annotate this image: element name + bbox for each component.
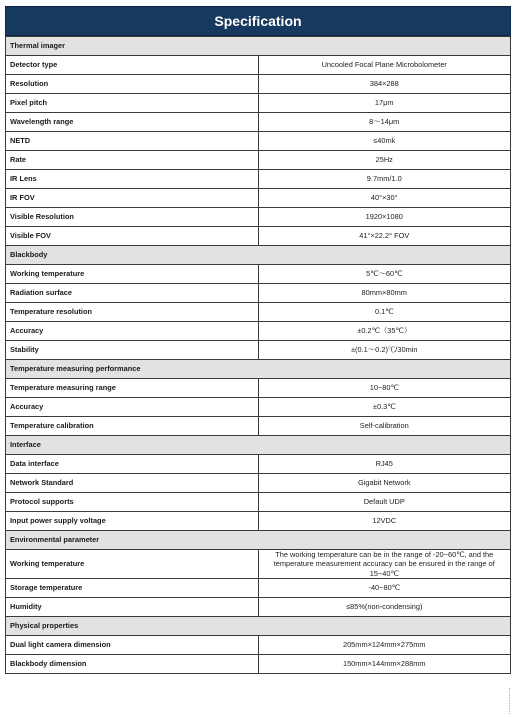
- spec-key: Rate: [6, 151, 259, 170]
- spec-row: [6, 417, 511, 436]
- spec-row: [6, 208, 511, 227]
- spec-key: Storage temperature: [6, 578, 259, 597]
- spec-row: [6, 303, 511, 322]
- spec-value: 25Hz: [258, 151, 511, 170]
- spec-row: [6, 597, 511, 616]
- spec-row: [6, 170, 511, 189]
- spec-row: [6, 635, 511, 654]
- spec-row: [6, 227, 511, 246]
- spec-value: ≤85%(non-condensing): [258, 597, 511, 616]
- spec-value: Gigabit Network: [258, 474, 511, 493]
- spec-value: ≤40mk: [258, 132, 511, 151]
- spec-row: [6, 94, 511, 113]
- spec-key: Data interface: [6, 455, 259, 474]
- spec-key: Dual light camera dimension: [6, 635, 259, 654]
- spec-key: Visible Resolution: [6, 208, 259, 227]
- spec-key: IR Lens: [6, 170, 259, 189]
- spec-value: 8～14μm: [258, 113, 511, 132]
- spec-value: 150mm×144mm×288mm: [258, 654, 511, 673]
- spec-value: 0.1℃: [258, 303, 511, 322]
- spec-key: Detector type: [6, 56, 259, 75]
- spec-row: [6, 265, 511, 284]
- spec-row: [6, 189, 511, 208]
- spec-table-body: [6, 37, 511, 674]
- spec-key: Accuracy: [6, 398, 259, 417]
- spec-key: Humidity: [6, 597, 259, 616]
- spec-value: 40°×30°: [258, 189, 511, 208]
- spec-value: Self-calibration: [258, 417, 511, 436]
- spec-key: Wavelength range: [6, 113, 259, 132]
- spec-row: [6, 493, 511, 512]
- spec-table: [5, 36, 511, 674]
- spec-row: [6, 455, 511, 474]
- section-header: Temperature measuring performance: [6, 360, 511, 379]
- spec-value: ±0.3℃: [258, 398, 511, 417]
- section-header: Thermal imager: [6, 37, 511, 56]
- spec-value: 1920×1080: [258, 208, 511, 227]
- section-header-row: [6, 436, 511, 455]
- spec-row: [6, 550, 511, 579]
- section-header-row: [6, 531, 511, 550]
- spec-key: Resolution: [6, 75, 259, 94]
- spec-value: The working temperature can be in the range of -20~60℃, and the temperature measurement accuracy can be ensured in the range of 15~40℃: [258, 550, 511, 579]
- spec-value: 5℃～60℃: [258, 265, 511, 284]
- spec-key: Protocol supports: [6, 493, 259, 512]
- spec-row: [6, 151, 511, 170]
- spec-value: 41°×22.2° FOV: [258, 227, 511, 246]
- spec-key: Working temperature: [6, 265, 259, 284]
- spec-value: -40~80℃: [258, 578, 511, 597]
- section-header: Blackbody: [6, 246, 511, 265]
- spec-key: Input power supply voltage: [6, 512, 259, 531]
- spec-key: NETD: [6, 132, 259, 151]
- spec-value: Default UDP: [258, 493, 511, 512]
- section-header-row: [6, 246, 511, 265]
- spec-row: [6, 341, 511, 360]
- spec-row: [6, 654, 511, 673]
- spec-key: Blackbody dimension: [6, 654, 259, 673]
- spec-sheet: [5, 6, 511, 674]
- spec-row: [6, 578, 511, 597]
- spec-row: [6, 512, 511, 531]
- spec-key: Accuracy: [6, 322, 259, 341]
- spec-value: 17μm: [258, 94, 511, 113]
- spec-key: Temperature measuring range: [6, 379, 259, 398]
- spec-value: 9.7mm/1.0: [258, 170, 511, 189]
- spec-value: RJ45: [258, 455, 511, 474]
- section-header-row: [6, 37, 511, 56]
- spec-value: 10~80℃: [258, 379, 511, 398]
- scroll-edge-mark: [509, 688, 514, 714]
- spec-row: [6, 322, 511, 341]
- spec-value: 12VDC: [258, 512, 511, 531]
- spec-key: Working temperature: [6, 550, 259, 579]
- spec-key: Temperature resolution: [6, 303, 259, 322]
- spec-row: [6, 474, 511, 493]
- spec-key: Visible FOV: [6, 227, 259, 246]
- spec-value: 205mm×124mm×275mm: [258, 635, 511, 654]
- section-header: Environmental parameter: [6, 531, 511, 550]
- spec-value: 384×288: [258, 75, 511, 94]
- spec-row: [6, 113, 511, 132]
- page-title: Specification: [5, 6, 511, 36]
- spec-key: IR FOV: [6, 189, 259, 208]
- spec-value: ±0.2℃（35℃）: [258, 322, 511, 341]
- spec-key: Pixel pitch: [6, 94, 259, 113]
- section-header-row: [6, 616, 511, 635]
- spec-row: [6, 379, 511, 398]
- spec-row: [6, 284, 511, 303]
- section-header: Interface: [6, 436, 511, 455]
- spec-row: [6, 398, 511, 417]
- spec-row: [6, 56, 511, 75]
- spec-key: Stability: [6, 341, 259, 360]
- spec-value: ±(0.1～0.2)℃/30min: [258, 341, 511, 360]
- spec-key: Radiation surface: [6, 284, 259, 303]
- spec-row: [6, 132, 511, 151]
- spec-value: 80mm×80mm: [258, 284, 511, 303]
- spec-key: Network Standard: [6, 474, 259, 493]
- section-header: Physical properties: [6, 616, 511, 635]
- spec-row: [6, 75, 511, 94]
- spec-key: Temperature calibration: [6, 417, 259, 436]
- section-header-row: [6, 360, 511, 379]
- spec-value: Uncooled Focal Plane Microbolometer: [258, 56, 511, 75]
